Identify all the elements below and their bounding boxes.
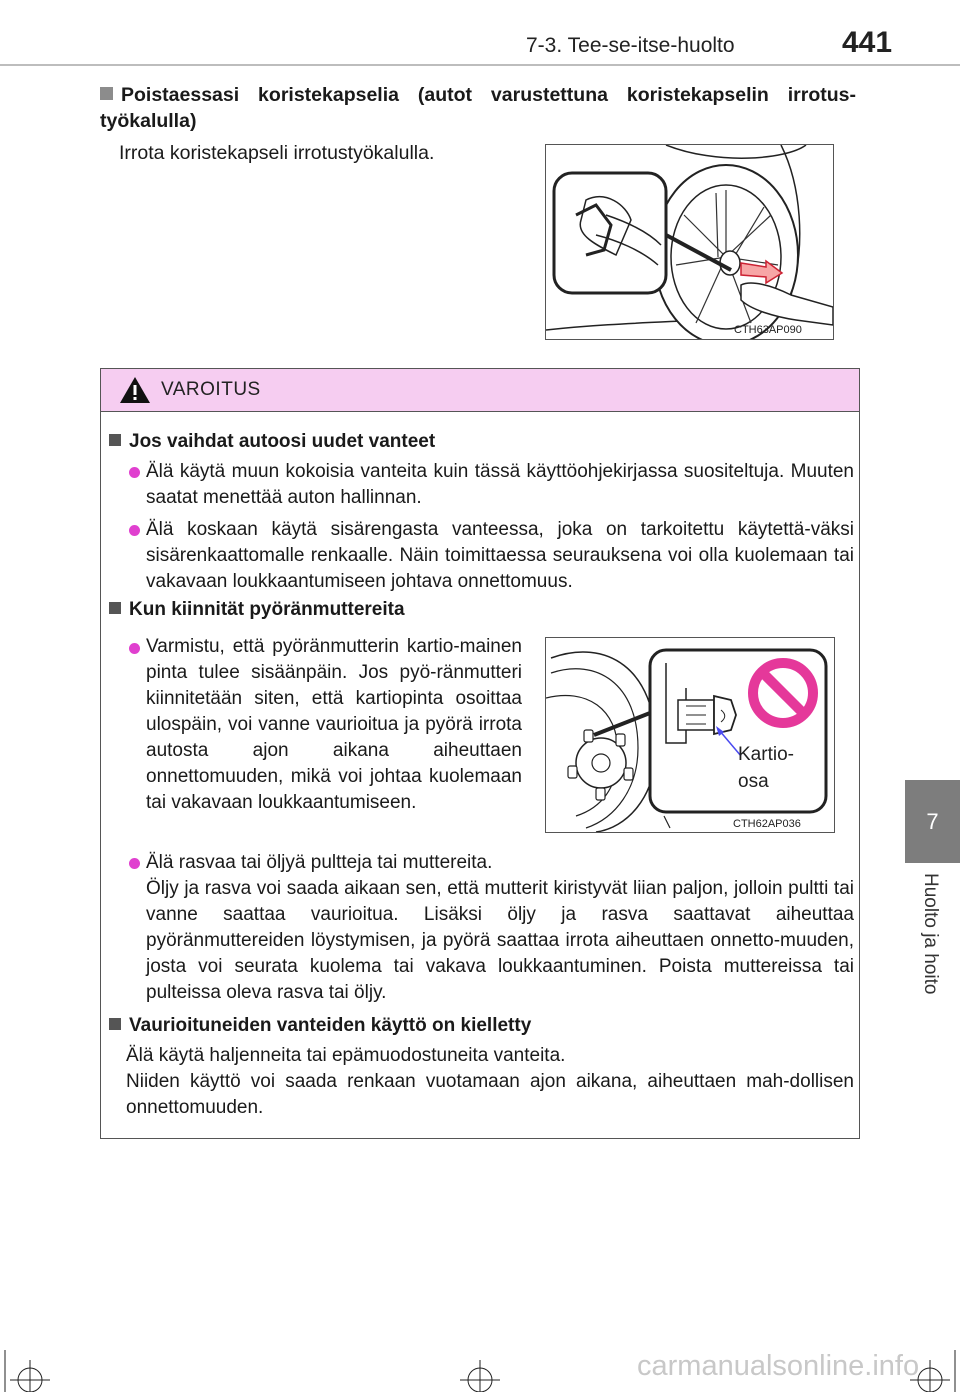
bullet-dot-icon xyxy=(129,643,140,654)
wheel-nut-illustration xyxy=(546,638,834,832)
warning-box xyxy=(100,368,860,1139)
warning-bullet: Älä käytä muun kokoisia vanteita kuin tässä käyttöohjekirjassa suositeltuja. Muuten saatat menettää auton hallinnan. xyxy=(146,461,854,508)
figure-code: CTH62AP036 xyxy=(733,818,801,830)
warning-title: VAROITUS xyxy=(161,379,261,400)
page-number: 441 xyxy=(842,26,893,59)
square-bullet-icon xyxy=(109,434,121,446)
warning-heading-text: Kun kiinnität pyöränmuttereita xyxy=(129,599,405,620)
removal-heading-text: Poistaessasi koristekapselia (autot varustettuna koristekapselin irrotus-työkalulla) xyxy=(100,84,856,132)
warning-line: Niiden käyttö voi saada renkaan vuotamaan ajon aikana, aiheuttaen mah-dollisen onnettomuuden. xyxy=(126,1071,854,1118)
bullet-dot-icon xyxy=(129,858,140,869)
warning-bullet: Älä koskaan käytä sisärengasta vanteessa, joka on tarkoitettu käytettä-väksi sisärenkaattomalle renkaalle. Näin toimittaessa seurauksena voi olla kuolemaan tai vakavaan loukkaantumiseen johtava onnettomuus. xyxy=(146,519,854,592)
warning-line: Älä käytä haljenneita tai epämuodostuneita vanteita. xyxy=(126,1045,566,1066)
warning-header xyxy=(101,369,859,412)
bullet-dot-icon xyxy=(129,467,140,478)
bullet-dot-icon xyxy=(129,525,140,536)
chapter-side-label xyxy=(905,863,960,1023)
figure-code: CTH63AP090 xyxy=(734,324,802,336)
warning-triangle-icon xyxy=(119,375,151,405)
removal-text: Irrota koristekapseli irrotustyökalulla. xyxy=(119,142,435,164)
warning-bullet: Älä rasvaa tai öljyä pultteja tai muttereita. xyxy=(146,852,493,873)
running-header-section: 7-3. Tee-se-itse-huolto xyxy=(526,34,735,57)
warning-heading-nuts xyxy=(109,599,405,621)
hubcap-removal-illustration xyxy=(546,145,833,339)
warning-heading-wheels xyxy=(109,431,435,453)
square-bullet-icon xyxy=(100,87,113,100)
chapter-number: 7 xyxy=(926,809,939,834)
warning-bullet: Varmistu, että pyöränmutterin kartio-mainen pinta tulee sisäänpäin. Jos pyö-ränmutteri kiinnitetään siten, että kartiopinta osoittaa ulospäin, voi vanne vaurioitua ja pyörä irrota autosta ajon aikana aiheuttaen onnettomuuden, mikä voi johtaa kuolemaan tai vakavaan loukkaantumiseen. xyxy=(146,636,522,813)
watermark: carmanualsonline.info xyxy=(637,1350,920,1382)
figure-label-part: osa xyxy=(738,771,769,792)
hubcap-removal-figure xyxy=(545,144,834,340)
figure-label-cone: Kartio- xyxy=(738,744,794,765)
square-bullet-icon xyxy=(109,602,121,614)
warning-heading-text: Jos vaihdat autoosi uudet vanteet xyxy=(129,431,436,452)
removal-heading xyxy=(100,82,856,134)
header-rule xyxy=(0,64,960,66)
square-bullet-icon xyxy=(109,1018,121,1030)
wheel-nut-figure xyxy=(545,637,835,833)
chapter-title: Huolto ja hoito xyxy=(920,873,941,995)
warning-heading-damaged xyxy=(109,1015,531,1037)
warning-heading-text: Vaurioituneiden vanteiden käyttö on kielletty xyxy=(129,1015,532,1036)
chapter-tab xyxy=(905,780,960,863)
warning-continuation: Öljy ja rasva voi saada aikaan sen, että mutterit kiristyvät liian paljon, jolloin pultti tai vanne saattaa vaurioitua. Lisäksi öljy ja rasva saattavat aiheuttaa pyöränmuttereiden löystymisen, ja pyörä saattaa irrota aiheuttaen onnetto-muuden, josta voi seurata kuolema tai vakava loukkaantuminen. Poista muttereissa tai pulteissa oleva rasva tai öljy. xyxy=(146,878,854,1003)
